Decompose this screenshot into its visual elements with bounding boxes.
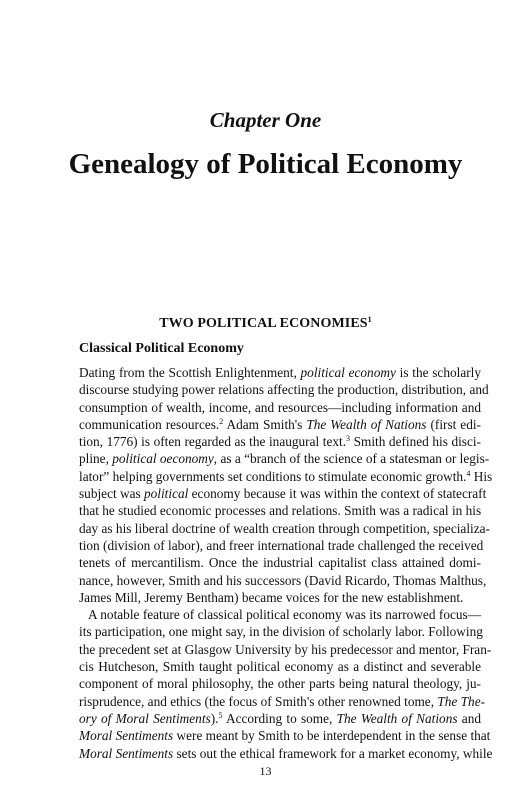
text-run: According to some, [222,710,337,726]
text-run: ). [210,710,219,726]
body-line [79,623,481,640]
body-line [79,381,489,398]
page-number: 13 [259,764,272,778]
italic-text: political [144,486,189,502]
text-run: day as his liberal doctrine of wealth creation through competition, specializa- [79,520,490,536]
body-line [79,433,481,450]
text-run: His [470,468,493,484]
text-run: Smith defined his disci- [350,434,481,450]
text-run: is the scholarly [395,365,481,380]
text-run: cis Hutcheson, Smith taught political economy as a distinct and severable [79,659,481,675]
text-run: tion, 1776) is often regarded as the inaugural text. [79,434,347,450]
italic-text: The Wealth of Nations [306,416,427,432]
text-run: and [457,710,481,726]
footnote-marker: 3 [346,434,351,444]
body-line [79,554,481,571]
text-run: A notable feature of classical political economy was its narrowed focus— [88,607,481,623]
footnote-marker: 4 [466,468,471,478]
body-line [79,364,481,381]
body-line [79,537,484,554]
italic-text: ory of Moral Sentiments [79,710,211,726]
subsection-heading: Classical Political Economy [79,341,244,356]
body-line [79,416,481,433]
text-run: James Mill, Jeremy Bentham) became voices for the new establishment. [79,589,464,605]
text-run: Dating from the Scottish Enlightenment, [79,365,301,380]
italic-text: The Wealth of Nations [336,710,458,726]
text-run: that he studied economic processes and relations. Smith was a radical in his [79,503,482,519]
text-run: pline, [79,451,113,467]
text-run: its participation, one might say, in the division of scholarly labor. Following [79,624,483,640]
text-run: nance, however, Smith and his successors (David Ricardo, Thomas Malthus, [79,572,487,588]
italic-text: Moral Sentiments [79,745,174,761]
italic-text: The The- [437,693,486,709]
text-run: discourse studying power relations affecting the production, distribution, and [79,382,489,398]
body-line [79,572,487,589]
body-line [79,589,481,606]
body-line [79,520,490,537]
body-line [79,641,492,658]
body-line [79,745,493,762]
text-run: risprudence, and ethics (the focus of Smith's other renowned tome, [79,693,438,709]
body-line [79,658,481,675]
body-line [79,468,493,485]
section-heading-footnote-marker: 1 [367,315,372,324]
text-run: the precedent set at Glasgow University by his predecessor and mentor, Fran- [79,641,492,657]
body-line [79,450,490,467]
chapter-title: Genealogy of Political Economy [68,148,463,180]
body-line [79,502,481,519]
footnote-marker: 5 [218,710,223,720]
section-heading [0,316,531,332]
body-line [79,727,491,744]
text-run: economy because it was within the context of statecraft [188,486,487,502]
chapter-label: Chapter One [209,108,322,132]
body-line [79,399,481,416]
text-run: component of moral philosophy, the other parts being natural theology, ju- [79,676,481,692]
text-run: consumption of wealth, income, and resources—including information and [79,399,481,415]
italic-text: political oeconomy [112,451,214,467]
text-run: subject was [79,486,144,502]
footnote-marker: 2 [219,416,224,426]
italic-text: political economy [300,365,396,380]
text-run: tenets of mercantilism. Once the industrial capitalist class attained domi- [79,555,481,571]
italic-text: Moral Sentiments [79,728,174,744]
body-text [79,364,493,762]
text-run: were meant by Smith to be interdependent in the sense that [173,728,491,744]
text-run: Adam Smith's [223,416,307,432]
body-line [79,485,487,502]
text-run: sets out the ethical framework for a market economy, while [173,745,493,761]
body-line [79,710,481,727]
body-line [79,693,486,710]
section-heading-text: TWO POLITICAL ECONOMIES [159,316,368,331]
body-line [79,675,481,692]
text-run: lator” helping governments set conditions to stimulate economic growth. [79,468,467,484]
body-line [79,606,481,623]
text-run: (first edi- [426,416,481,432]
text-run: tion (division of labor), and freer international trade challenged the received [79,537,484,553]
text-run: communication resources. [79,416,220,432]
text-run: , as a “branch of the science of a statesman or legis- [213,451,490,467]
